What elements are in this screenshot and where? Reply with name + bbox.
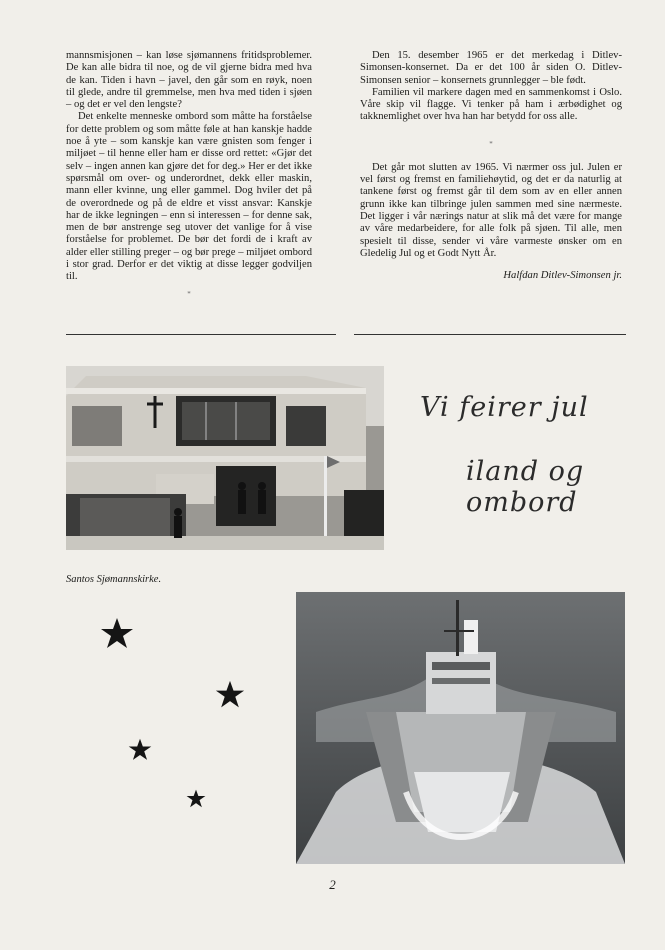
church-building-illustration bbox=[66, 366, 384, 550]
ship-illustration bbox=[296, 592, 625, 864]
heading-line-2: iland og ombord bbox=[466, 456, 585, 518]
separator-star: * bbox=[489, 139, 493, 148]
right-text-column bbox=[360, 50, 622, 282]
divider-rule bbox=[66, 334, 336, 335]
paragraph: Det enkelte menneske ombord som måtte ha forståelse for dette problem og som måtte føle at han kanskje hadde noe å yte – som kanskje kan være gnisten som fenger i miljøet – til henne eller ham er disse ord rettet: «Gjør det selv – ingen annen kan gjøre det for deg.» Her er det ikke spørsmål om over- og underordnet, dekk eller maskin, mann eller kvinne, ung eller gammel. Dog hviler det på de overordnede og på de eldre et visst ansvar: Kanskje har de ikke legningen – enn si interessen – for denne sak, men de bør anstrenge seg utover det vanlige for å vise forståelse for problemet. De bør det fordi de i kraft av alder eller stilling preger – og bør prege – miljøet ombord i stor grad. Derfor er det viktig at disse legger godviljen til. bbox=[66, 111, 312, 283]
star-icon bbox=[186, 789, 206, 809]
page-number: 2 bbox=[329, 877, 336, 892]
paragraph: Det går mot slutten av 1965. Vi nærmer oss jul. Julen er vel først og fremst en familiehøytid, og det er da naturlig at tankene først og fremst går til dem som av en eller annen grunn ikke kan tilbringe julen sammen med sine nærmeste. Det ligger i vår nærings natur at slik må det være for mange av våre medarbeidere, for alle folk på sjøen. Til alle, men spesielt til disse, sender vi våre varmeste ønsker om en Gledelig Jul og et Godt Nytt År. bbox=[360, 161, 622, 259]
divider-rule bbox=[354, 334, 626, 335]
ship-photo bbox=[296, 592, 625, 864]
paragraph: mannsmisjonen – kan løse sjømannens fritidsproblemer. De kan alle bidra til noe, og de vil gjerne bidra med hva de kan. Tiden i havn – javel, den går som en røyk, noen til glede, andre til gremmelse, men hva med tiden i sjøen – og det er vel den lengste? bbox=[66, 50, 312, 111]
photo-caption: Santos Sjømannskirke. bbox=[66, 574, 162, 585]
heading-line-1: Vi feirer jul bbox=[420, 392, 589, 423]
paragraph: Familien vil markere dagen med en sammenkomst i Oslo. Våre skip vil flagge. Vi tenker på ham i ærbødighet og takknemlighet over hva han har betydd for oss alle. bbox=[360, 86, 622, 123]
signature: Halfdan Ditlev-Simonsen jr. bbox=[503, 270, 622, 282]
church-photo bbox=[66, 366, 384, 550]
paragraph: Den 15. desember 1965 er det merkedag i Ditlev-Simonsen-konsernet. Da er det 100 år siden O. Ditlev-Simonsen senior – konsernets grunnlegger – ble født. bbox=[360, 50, 622, 86]
star-icon bbox=[128, 738, 152, 762]
left-text-column bbox=[66, 50, 312, 300]
star-icon bbox=[100, 617, 134, 651]
separator-star: * bbox=[187, 289, 191, 298]
star-icon bbox=[215, 680, 245, 710]
